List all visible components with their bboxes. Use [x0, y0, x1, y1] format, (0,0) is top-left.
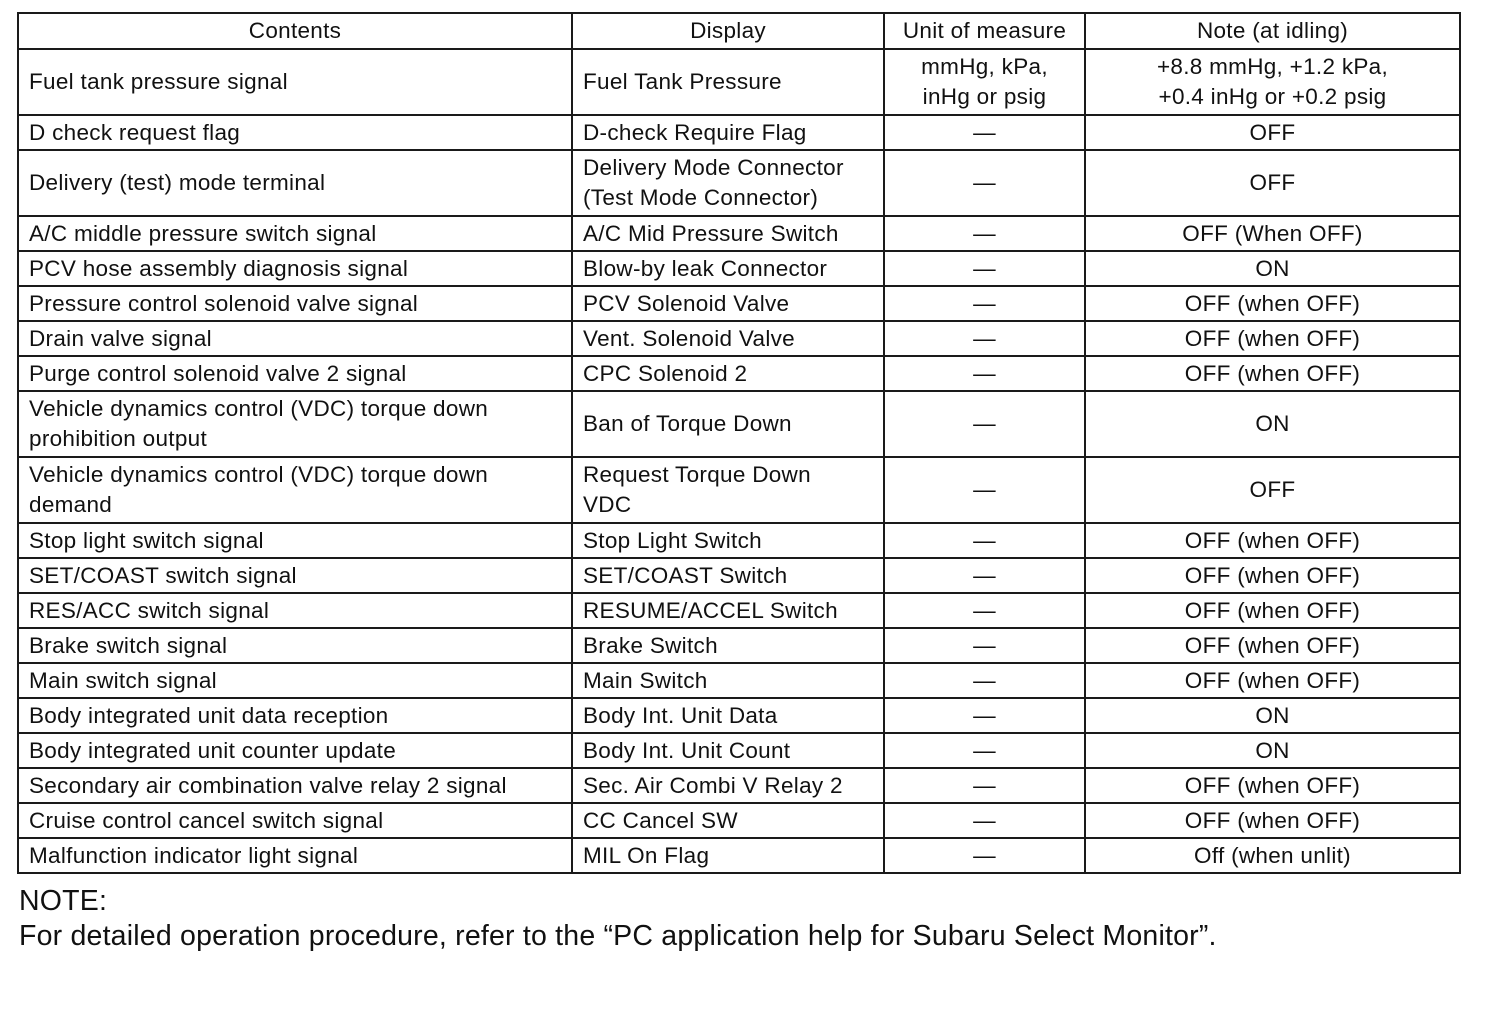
- cell-contents: [18, 663, 572, 698]
- contents-text-line: Cruise control cancel switch signal: [29, 807, 384, 833]
- contents-text-line: Drain valve signal: [29, 325, 212, 351]
- cell-contents: [18, 523, 572, 558]
- cell-unit: [884, 150, 1085, 216]
- unit-text-line: —: [973, 807, 996, 833]
- cell-note: [1085, 628, 1460, 663]
- unit-text-line: mmHg, kPa,: [921, 54, 1048, 79]
- display-text-line: RESUME/ACCEL Switch: [583, 597, 838, 623]
- display-text-line: Stop Light Switch: [583, 527, 762, 553]
- display-text-line: Body Int. Unit Count: [583, 737, 791, 763]
- contents-text-line: prohibition output: [29, 426, 208, 451]
- cell-contents: [18, 628, 572, 663]
- cell-note: [1085, 251, 1460, 286]
- contents-text-line: Pressure control solenoid valve signal: [29, 290, 419, 316]
- display-text-line: Main Switch: [583, 667, 708, 693]
- cell-display: [572, 558, 884, 593]
- table-row: [18, 216, 1460, 251]
- cell-note: [1085, 663, 1460, 698]
- note-section: [17, 884, 1459, 954]
- contents-text-line: Brake switch signal: [29, 632, 228, 658]
- display-text-line: Vent. Solenoid Valve: [583, 325, 795, 351]
- cell-unit: [884, 698, 1085, 733]
- contents-text-line: Fuel tank pressure signal: [29, 69, 288, 94]
- contents-text-line: D check request flag: [29, 119, 241, 145]
- cell-unit: [884, 457, 1085, 523]
- monitor-items-table: [17, 12, 1461, 874]
- contents-text-line: Body integrated unit data reception: [29, 702, 389, 728]
- display-text-line: CPC Solenoid 2: [583, 360, 748, 386]
- cell-display: [572, 733, 884, 768]
- cell-display: [572, 593, 884, 628]
- cell-note: [1085, 457, 1460, 523]
- contents-text-line: RES/ACC switch signal: [29, 597, 270, 623]
- display-text-line: MIL On Flag: [583, 842, 710, 868]
- display-text-line: D-check Require Flag: [583, 119, 807, 145]
- table-row: [18, 558, 1460, 593]
- note-text-line: OFF (when OFF): [1184, 562, 1361, 588]
- cell-note: [1085, 558, 1460, 593]
- cell-unit: [884, 593, 1085, 628]
- cell-unit: [884, 356, 1085, 391]
- contents-text-line: Vehicle dynamics control (VDC) torque down: [29, 396, 489, 421]
- cell-contents: [18, 803, 572, 838]
- cell-display: [572, 838, 884, 873]
- unit-text-line: —: [973, 702, 996, 728]
- cell-unit: [884, 321, 1085, 356]
- cell-contents: [18, 356, 572, 391]
- cell-contents: [18, 733, 572, 768]
- contents-text-line: SET/COAST switch signal: [29, 562, 297, 588]
- cell-unit: [884, 523, 1085, 558]
- cell-unit: [884, 838, 1085, 873]
- note-text-line: OFF (when OFF): [1184, 360, 1361, 386]
- table-row: [18, 663, 1460, 698]
- table-row: [18, 49, 1460, 115]
- table-row: [18, 768, 1460, 803]
- cell-display: [572, 115, 884, 150]
- cell-display: [572, 150, 884, 216]
- display-text-line: CC Cancel SW: [583, 807, 738, 833]
- contents-text-line: Vehicle dynamics control (VDC) torque down: [29, 462, 489, 487]
- note-text-line: OFF (when OFF): [1184, 667, 1361, 693]
- cell-display: [572, 356, 884, 391]
- unit-text-line: —: [973, 772, 996, 798]
- cell-display: [572, 286, 884, 321]
- display-text-line: Request Torque Down: [583, 462, 811, 487]
- display-text-line: VDC: [583, 492, 632, 517]
- cell-unit: [884, 733, 1085, 768]
- note-text-line: ON: [1255, 411, 1290, 436]
- cell-display: [572, 523, 884, 558]
- cell-note: [1085, 593, 1460, 628]
- cell-note: [1085, 286, 1460, 321]
- table-row: [18, 321, 1460, 356]
- unit-text-line: —: [973, 667, 996, 693]
- cell-display: [572, 663, 884, 698]
- note-text-line: OFF (When OFF): [1182, 220, 1363, 246]
- cell-contents: [18, 321, 572, 356]
- cell-display: [572, 628, 884, 663]
- cell-unit: [884, 216, 1085, 251]
- unit-text-line: —: [973, 360, 996, 386]
- contents-text-line: Body integrated unit counter update: [29, 737, 397, 763]
- display-text-line: Fuel Tank Pressure: [583, 69, 782, 94]
- cell-note: [1085, 391, 1460, 457]
- table-row: [18, 356, 1460, 391]
- note-text-line: +0.4 inHg or +0.2 psig: [1158, 84, 1387, 109]
- note-text-line: OFF (when OFF): [1184, 597, 1361, 623]
- note-text-line: ON: [1255, 255, 1290, 281]
- note-text-line: ON: [1255, 737, 1290, 763]
- cell-note: [1085, 768, 1460, 803]
- cell-unit: [884, 768, 1085, 803]
- display-text-line: Delivery Mode Connector: [583, 155, 844, 180]
- cell-note: [1085, 216, 1460, 251]
- header-note: Note (at idling): [1085, 13, 1460, 49]
- header-display: Display: [572, 13, 884, 49]
- note-text-line: +8.8 mmHg, +1.2 kPa,: [1156, 54, 1389, 79]
- cell-unit: [884, 628, 1085, 663]
- unit-text-line: —: [973, 411, 996, 436]
- note-text-line: OFF: [1249, 170, 1296, 195]
- cell-contents: [18, 593, 572, 628]
- note-text-line: Off (when unlit): [1194, 842, 1351, 868]
- table-row: [18, 115, 1460, 150]
- unit-text-line: —: [973, 170, 996, 195]
- cell-note: [1085, 523, 1460, 558]
- unit-text-line: —: [973, 527, 996, 553]
- display-text-line: SET/COAST Switch: [583, 562, 788, 588]
- cell-unit: [884, 803, 1085, 838]
- display-text-line: Brake Switch: [583, 632, 718, 658]
- cell-note: [1085, 733, 1460, 768]
- display-text-line: PCV Solenoid Valve: [583, 290, 790, 316]
- unit-text-line: —: [973, 562, 996, 588]
- contents-text-line: Main switch signal: [29, 667, 217, 693]
- cell-display: [572, 49, 884, 115]
- contents-text-line: Stop light switch signal: [29, 527, 264, 553]
- cell-unit: [884, 115, 1085, 150]
- display-text-line: A/C Mid Pressure Switch: [583, 220, 839, 246]
- contents-text-line: A/C middle pressure switch signal: [29, 220, 377, 246]
- cell-display: [572, 251, 884, 286]
- note-text-line: OFF (when OFF): [1184, 527, 1361, 553]
- cell-unit: [884, 391, 1085, 457]
- cell-unit: [884, 663, 1085, 698]
- cell-display: [572, 391, 884, 457]
- unit-text-line: —: [973, 842, 996, 868]
- cell-contents: [18, 286, 572, 321]
- cell-unit: [884, 251, 1085, 286]
- table-row: [18, 457, 1460, 523]
- header-contents: Contents: [18, 13, 572, 49]
- cell-unit: [884, 558, 1085, 593]
- display-text-line: (Test Mode Connector): [583, 185, 819, 210]
- note-heading: NOTE:: [19, 885, 108, 917]
- display-text-line: Sec. Air Combi V Relay 2: [583, 772, 843, 798]
- cell-contents: [18, 457, 572, 523]
- unit-text-line: —: [973, 290, 996, 316]
- note-text-line: OFF (when OFF): [1184, 290, 1361, 316]
- unit-text-line: —: [973, 119, 996, 145]
- contents-text-line: Malfunction indicator light signal: [29, 842, 359, 868]
- cell-display: [572, 321, 884, 356]
- cell-note: [1085, 49, 1460, 115]
- header-unit: Unit of measure: [884, 13, 1085, 49]
- unit-text-line: —: [973, 220, 996, 246]
- table-row: [18, 698, 1460, 733]
- contents-text-line: demand: [29, 492, 113, 517]
- unit-text-line: —: [973, 325, 996, 351]
- table-row: [18, 523, 1460, 558]
- cell-contents: [18, 150, 572, 216]
- contents-text-line: Purge control solenoid valve 2 signal: [29, 360, 407, 386]
- cell-display: [572, 803, 884, 838]
- cell-display: [572, 768, 884, 803]
- note-text-line: OFF: [1249, 477, 1296, 502]
- cell-contents: [18, 251, 572, 286]
- contents-text-line: PCV hose assembly diagnosis signal: [29, 255, 409, 281]
- note-text-line: OFF: [1249, 119, 1296, 145]
- note-text-line: OFF (when OFF): [1184, 772, 1361, 798]
- document-page: [17, 12, 1459, 954]
- cell-note: [1085, 356, 1460, 391]
- cell-contents: [18, 216, 572, 251]
- cell-contents: [18, 698, 572, 733]
- table-row: [18, 838, 1460, 873]
- display-text-line: Ban of Torque Down: [583, 411, 792, 436]
- header-row: [18, 13, 1460, 49]
- unit-text-line: —: [973, 477, 996, 502]
- contents-text-line: Secondary air combination valve relay 2 signal: [29, 772, 507, 798]
- cell-contents: [18, 768, 572, 803]
- cell-note: [1085, 838, 1460, 873]
- cell-unit: [884, 286, 1085, 321]
- cell-unit: [884, 49, 1085, 115]
- display-text-line: Blow-by leak Connector: [583, 255, 828, 281]
- table-row: [18, 391, 1460, 457]
- table-row: [18, 733, 1460, 768]
- cell-note: [1085, 698, 1460, 733]
- note-text: For detailed operation procedure, refer to the “PC application help for Subaru Select Monitor”.: [19, 920, 1217, 952]
- unit-text-line: —: [973, 255, 996, 281]
- table-row: [18, 803, 1460, 838]
- table-row: [18, 628, 1460, 663]
- cell-note: [1085, 150, 1460, 216]
- cell-note: [1085, 115, 1460, 150]
- table-row: [18, 286, 1460, 321]
- note-text-line: ON: [1255, 702, 1290, 728]
- contents-text-line: Delivery (test) mode terminal: [29, 170, 326, 195]
- cell-display: [572, 216, 884, 251]
- cell-note: [1085, 803, 1460, 838]
- table-row: [18, 593, 1460, 628]
- note-text-line: OFF (when OFF): [1184, 807, 1361, 833]
- display-text-line: Body Int. Unit Data: [583, 702, 778, 728]
- cell-contents: [18, 391, 572, 457]
- cell-display: [572, 698, 884, 733]
- table-row: [18, 150, 1460, 216]
- cell-display: [572, 457, 884, 523]
- cell-note: [1085, 321, 1460, 356]
- note-text-line: OFF (when OFF): [1184, 325, 1361, 351]
- note-text-line: OFF (when OFF): [1184, 632, 1361, 658]
- unit-text-line: —: [973, 597, 996, 623]
- unit-text-line: inHg or psig: [922, 84, 1047, 109]
- cell-contents: [18, 558, 572, 593]
- cell-contents: [18, 838, 572, 873]
- unit-text-line: —: [973, 632, 996, 658]
- cell-contents: [18, 49, 572, 115]
- unit-text-line: —: [973, 737, 996, 763]
- cell-contents: [18, 115, 572, 150]
- table-row: [18, 251, 1460, 286]
- table-body: [18, 49, 1460, 873]
